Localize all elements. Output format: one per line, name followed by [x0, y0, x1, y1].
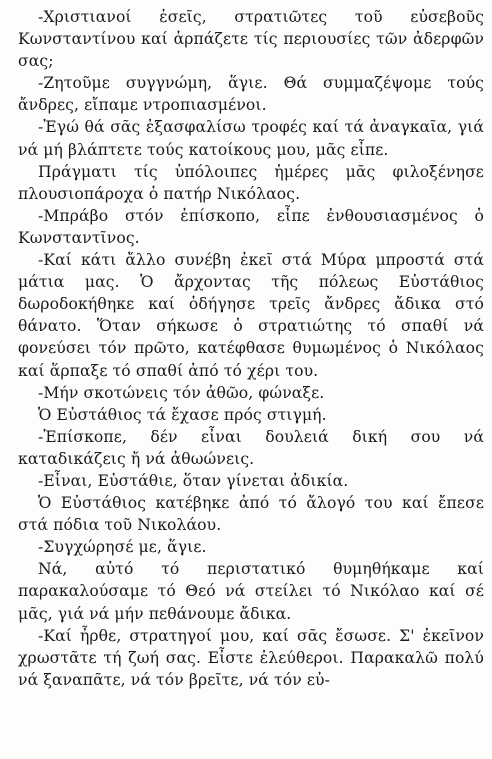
paragraph: Πράγματι τίς ὑπόλοιπες ἡμέρες μᾶς φιλοξένησε πλουσιοπάροχα ὁ πατήρ Νικόλαος.	[18, 162, 484, 203]
paragraph: -Χριστιανοί ἐσεῖς, στρατιῶτες τοῦ εὐσεβοῦς Κωνσταντίνου καί ἁρπάζετε τίς περιουσίες τῶν ἀδερφῶν σας;	[18, 8, 484, 71]
paragraph: -Ἐγώ θά σᾶς ἐξασφαλίσω τροφές καί τά ἀναγκαῖα, γιά νά μή βλάπτετε τούς κατοίκους μου, μᾶς εἶπε.	[18, 118, 484, 159]
paragraph: -Μήν σκοτώνεις τόν ἀθῶο, φώναξε.	[38, 383, 325, 402]
page-text	[18, 6, 484, 691]
paragraph: -Συγχώρησέ με, ἅγιε.	[38, 538, 207, 557]
paragraph: -Ζητοῦμε συγγνώμη, ἅγιε. Θά συμμαζέψομε τούς ἄνδρες, εἴπαμε ντροπιασμένοι.	[18, 74, 484, 115]
paragraph: Νά, αὐτό τό περιστατικό θυμηθήκαμε καί παρακαλούσαμε τό Θεό νά στείλει τό Νικόλαο καί σέ μᾶς, γιά νά μήν πεθάνουμε ἄδικα.	[18, 560, 484, 623]
paragraph: Ὁ Εὐστάθιος κατέβηκε ἀπό τό ἄλογό του καί ἔπεσε στά πόδια τοῦ Νικολάου.	[18, 494, 484, 535]
paragraph: -Μπράβο στόν ἐπίσκοπο, εἶπε ἐνθουσιασμένος ὁ Κωνσταντῖνος.	[18, 206, 484, 247]
paragraph: -Ἐπίσκοπε, δέν εἶναι δουλειά δική σου νά καταδικάζεις ἤ νά ἀθωώνεις.	[18, 427, 484, 468]
paragraph: Ὁ Εὐστάθιος τά ἔχασε πρός στιγμή.	[38, 405, 327, 424]
paragraph: -Εἶναι, Εὐστάθιε, ὅταν γίνεται ἀδικία.	[38, 471, 349, 490]
paragraph: -Καί κάτι ἄλλο συνέβη ἐκεῖ στά Μύρα μπροστά στά μάτια μας. Ὁ ἄρχοντας τῆς πόλεως Εὐστάθιος δωροδοκήθηκε καί ὁδήγησε τρεῖς ἄνδρες ἄδικα στό θάνατο. Ὅταν σήκωσε ὁ στρατιώτης τό σπαθί νά φονεύσει τόν πρῶτο, κατέφθασε θυμωμένος ὁ Νικόλαος καί ἅρπαξε τό σπαθί ἀπό τό χέρι του.	[18, 251, 484, 380]
paragraph: -Καί ἦρθε, στρατηγοί μου, καί σᾶς ἔσωσε. Σ' ἐκεῖνον χρωστᾶτε τή ζωή σας. Εἶστε ἐλεύθεροι. Παρακαλῶ πολύ νά ξαναπᾶτε, νά τόν βρεῖτε, νά τόν εὐ-	[18, 626, 484, 689]
